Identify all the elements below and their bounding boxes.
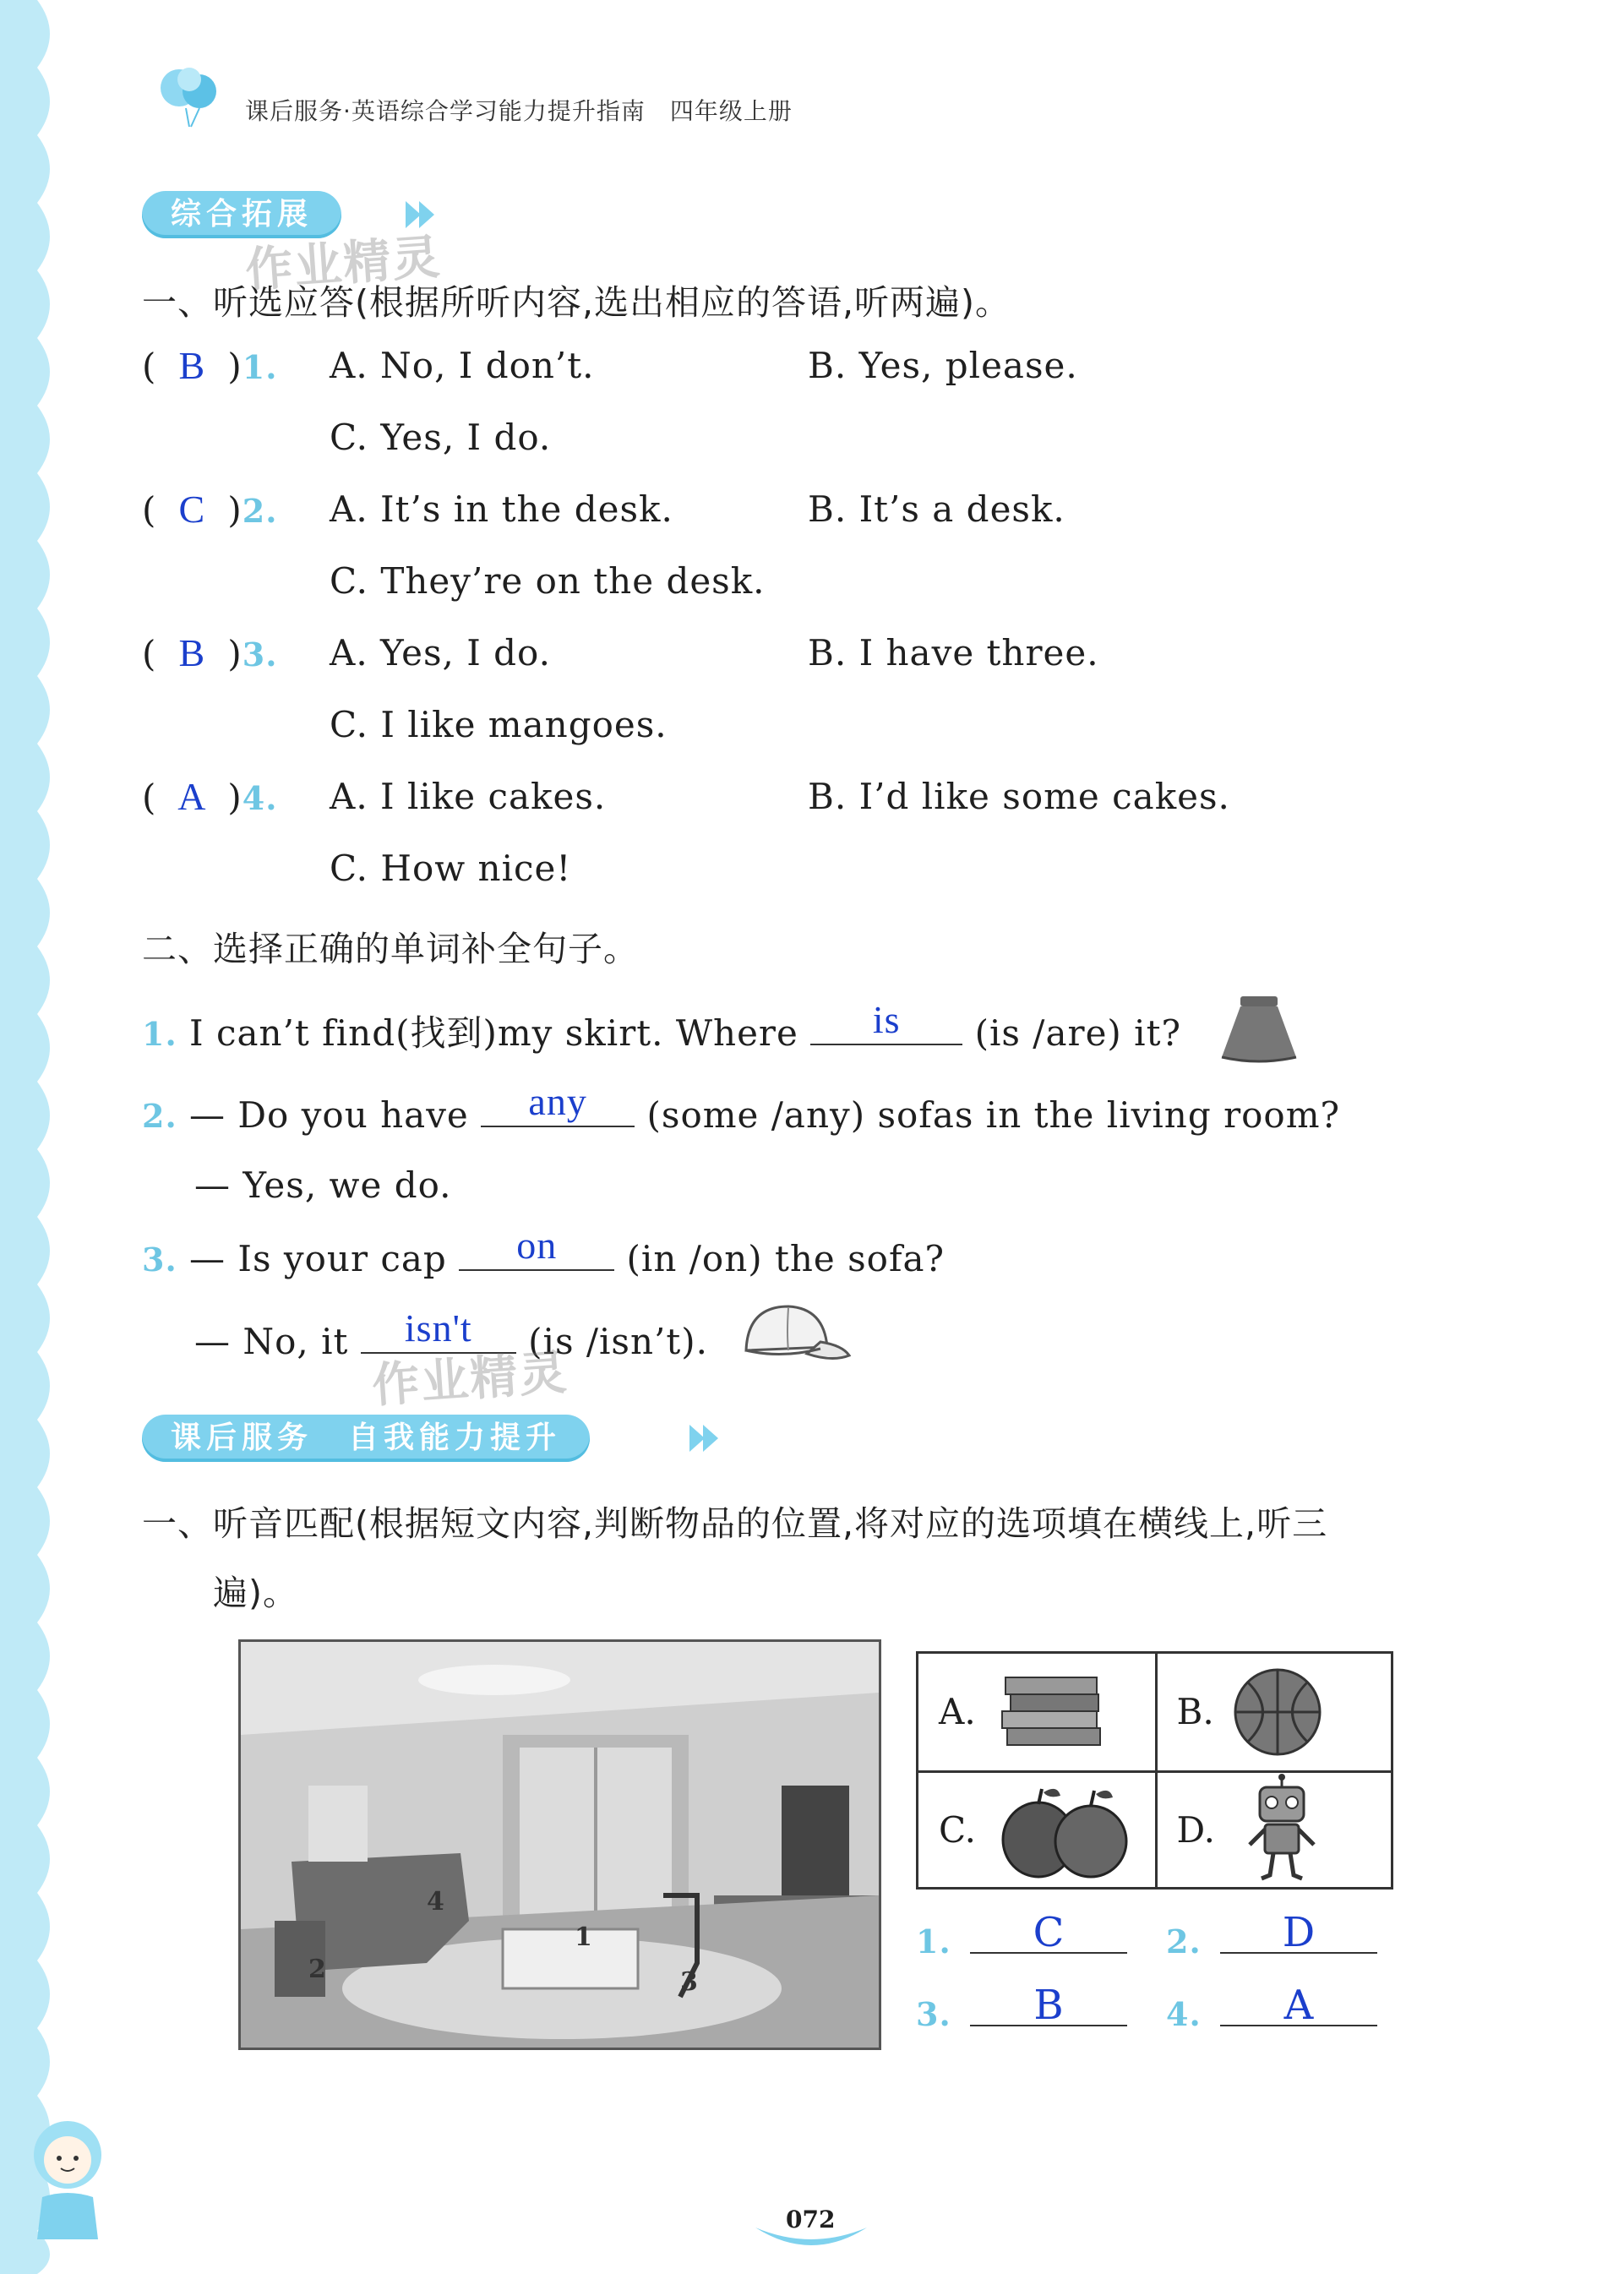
fill-pre: — No, it xyxy=(194,1321,349,1362)
mc-item-3: ( B )3. xyxy=(142,631,278,674)
match-num-2 xyxy=(1166,1920,1202,1961)
banner-arrow-icon xyxy=(686,1421,725,1455)
mc-answer: C xyxy=(178,488,206,531)
fill-blank xyxy=(481,1080,635,1127)
match-blank-1: C xyxy=(970,1911,1127,1954)
match-num: 2. xyxy=(1166,1922,1202,1960)
fill-answer: isn't xyxy=(404,1306,472,1350)
mc-option-a: A. It’s in the desk. xyxy=(330,488,673,530)
fill-answer: any xyxy=(528,1080,587,1123)
section2-heading-line1: 一、听音匹配(根据短文内容,判断物品的位置,将对应的选项填在横线上,听三 xyxy=(142,1503,1328,1544)
part1-heading: 一、听选应答(根据所听内容,选出相应的答语,听两遍)。 xyxy=(142,282,1011,323)
photo-label-3: 3 xyxy=(680,1967,698,1997)
option-cell-b xyxy=(1155,1654,1392,1770)
page-number: 072 xyxy=(786,2206,836,2233)
watermark: 作业精灵 xyxy=(243,229,444,299)
mc-answer: A xyxy=(177,775,207,818)
fill-post: (is /are) it? xyxy=(974,1012,1181,1054)
fill-post: (in /on) the sofa? xyxy=(626,1238,946,1279)
living-room-photo xyxy=(238,1639,881,2050)
mc-option-a: A. I like cakes. xyxy=(330,776,607,817)
option-cell-c xyxy=(918,1770,1155,1887)
balloon-logo-icon xyxy=(152,59,228,135)
fill-item-3 xyxy=(142,1224,946,1279)
fill-post: (is /isn’t). xyxy=(528,1321,708,1362)
fill-answer: on xyxy=(516,1224,558,1267)
part2-heading: 二、选择正确的单词补全句子。 xyxy=(142,929,639,969)
mc-item-2: ( C )2. xyxy=(142,488,278,531)
fill-blank xyxy=(459,1224,614,1271)
fill-pre: I can’t find(找到)my skirt. Where xyxy=(189,1012,798,1054)
books-icon xyxy=(999,1669,1109,1753)
mc-option-b: B. It’s a desk. xyxy=(808,488,1065,530)
mc-option-c: C. They’re on the desk. xyxy=(330,560,766,602)
photo-label-2: 2 xyxy=(308,1955,326,1984)
option-cell-d xyxy=(1155,1770,1392,1887)
option-letter: A. xyxy=(939,1691,976,1732)
match-num-3 xyxy=(916,1993,951,2034)
section-banner-comprehensive: 综合拓展 xyxy=(142,191,341,238)
match-num: 4. xyxy=(1166,1995,1202,2033)
match-num: 1. xyxy=(916,1922,951,1960)
mc-num: 3. xyxy=(242,635,278,673)
page-header-title: 课后服务·英语综合学习能力提升指南 四年级上册 xyxy=(245,97,793,125)
mc-answer: B xyxy=(178,344,206,387)
left-decor-strip xyxy=(0,0,37,2274)
match-num-1 xyxy=(916,1920,951,1961)
option-letter: C. xyxy=(939,1809,976,1851)
mc-num: 1. xyxy=(242,348,278,386)
mc-option-b: B. I have three. xyxy=(808,632,1099,673)
mc-option-c: C. Yes, I do. xyxy=(330,417,552,458)
mc-option-a: A. Yes, I do. xyxy=(330,632,551,673)
skirt-icon xyxy=(1217,993,1301,1065)
section2-heading-line2: 遍)。 xyxy=(213,1573,298,1613)
mc-answer: B xyxy=(178,631,206,674)
fill-answer: is xyxy=(872,998,901,1041)
fill-num: 1. xyxy=(142,1015,177,1053)
mc-item-4: ( A )4. xyxy=(142,775,278,818)
mc-option-a: A. No, I don’t. xyxy=(330,345,595,386)
match-blank-4: A xyxy=(1220,1984,1377,2026)
fill-num: 3. xyxy=(142,1241,177,1279)
left-decor-wave xyxy=(37,0,71,2274)
living-room-illustration xyxy=(241,1642,879,2048)
match-num: 3. xyxy=(916,1995,951,2033)
mc-num: 4. xyxy=(242,779,278,817)
mc-option-c: C. I like mangoes. xyxy=(330,704,668,745)
match-num-4 xyxy=(1166,1993,1202,2034)
mc-num: 2. xyxy=(242,492,278,530)
mc-option-c: C. How nice! xyxy=(330,848,572,889)
section-banner-after-class: 课后服务 自我能力提升 xyxy=(142,1415,590,1462)
fill-reply-2: — Yes, we do. xyxy=(194,1164,452,1206)
fill-num: 2. xyxy=(142,1097,177,1135)
apples-icon xyxy=(996,1780,1131,1880)
mc-option-b: B. Yes, please. xyxy=(808,345,1078,386)
match-blank-2: D xyxy=(1220,1911,1377,1954)
fill-blank xyxy=(810,998,962,1045)
fill-pre: — Is your cap xyxy=(189,1238,447,1279)
robot-icon xyxy=(1240,1774,1324,1884)
fill-item-1 xyxy=(142,998,1181,1056)
basketball-icon xyxy=(1231,1666,1324,1759)
option-cell-a xyxy=(918,1654,1155,1770)
fill-item-2 xyxy=(142,1080,1341,1136)
photo-label-4: 4 xyxy=(427,1887,444,1917)
options-table xyxy=(916,1651,1393,1890)
option-letter: B. xyxy=(1176,1691,1214,1732)
mc-item-1: ( B )1. xyxy=(142,344,278,387)
mc-option-b: B. I’d like some cakes. xyxy=(808,776,1230,817)
match-blank-3: B xyxy=(970,1984,1127,2026)
fill-post: (some /any) sofas in the living room? xyxy=(646,1094,1341,1136)
watermark: 作业精灵 xyxy=(370,1344,570,1415)
kid-illustration-icon xyxy=(17,2113,118,2256)
photo-label-1: 1 xyxy=(575,1922,592,1952)
cap-icon xyxy=(739,1300,853,1367)
fill-pre: — Do you have xyxy=(189,1094,469,1136)
option-letter: D. xyxy=(1176,1809,1216,1851)
